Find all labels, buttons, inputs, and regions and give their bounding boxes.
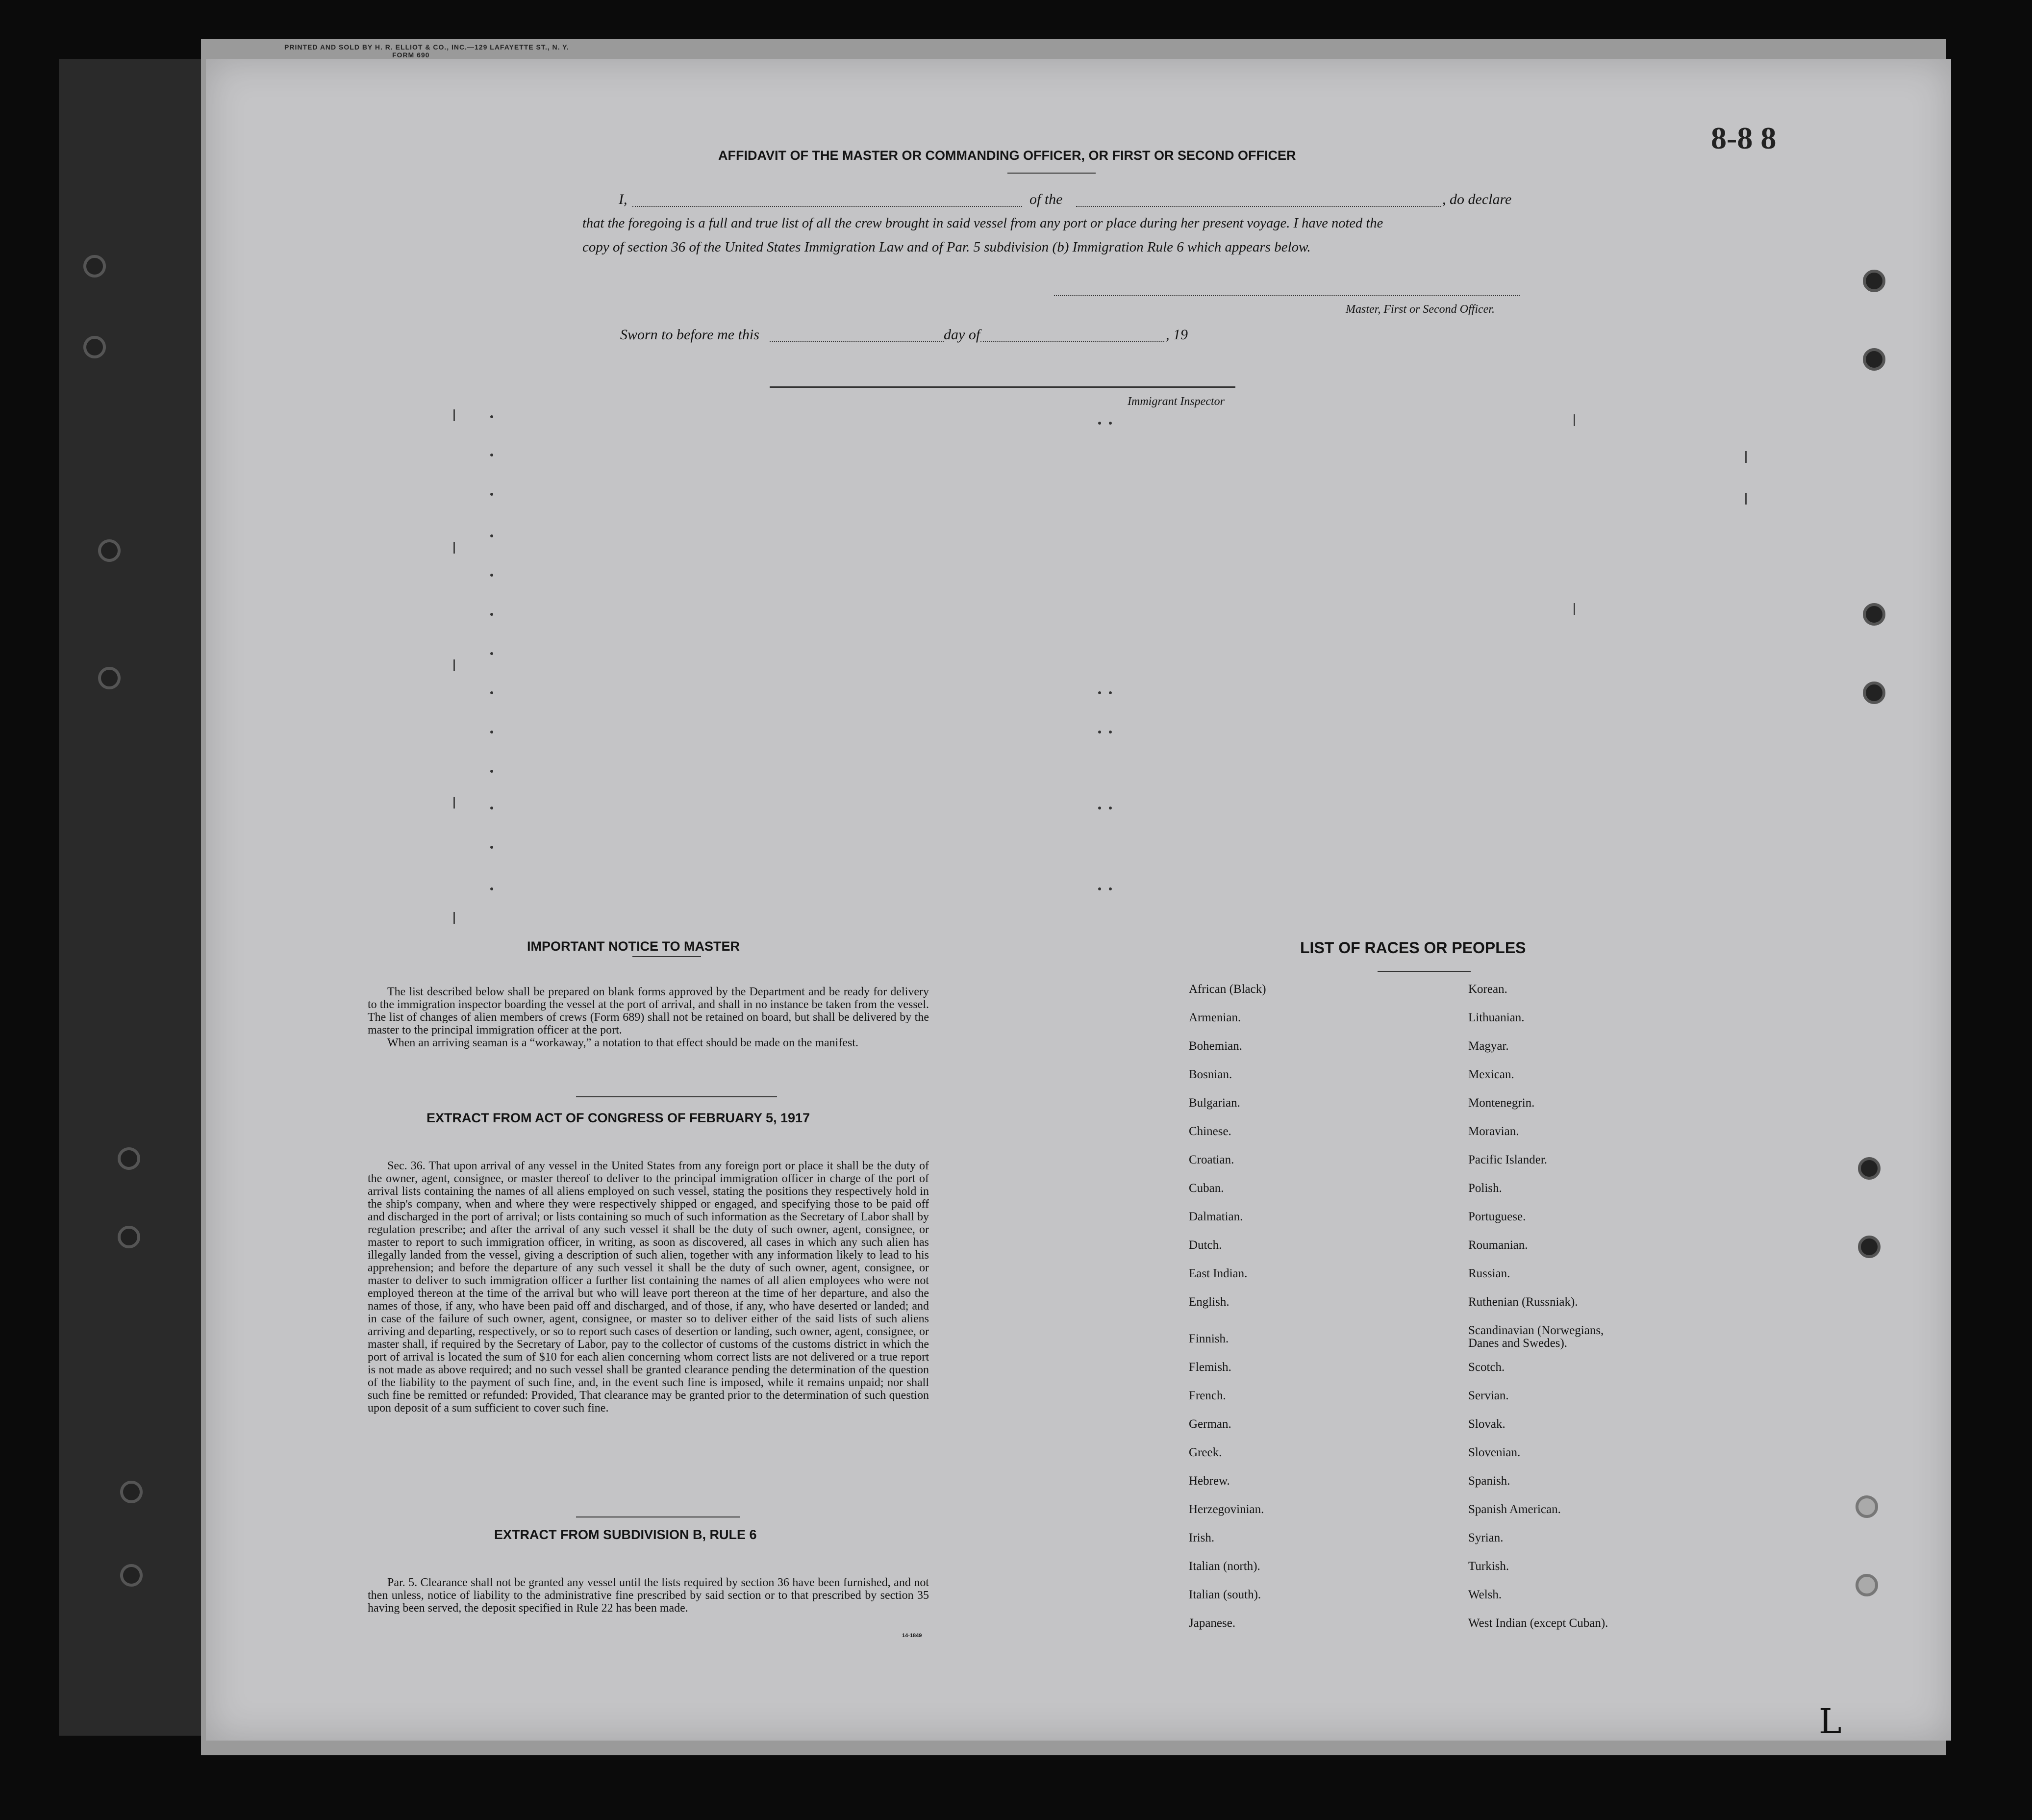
- bleed-dot: [1109, 731, 1112, 733]
- rule-title: EXTRACT FROM SUBDIVISION B, RULE 6: [494, 1527, 757, 1542]
- bleed-dot: [1109, 887, 1112, 890]
- race-item: Cuban.: [1189, 1182, 1224, 1195]
- race-item: Pacific Islander.: [1468, 1153, 1548, 1166]
- rule-body: [368, 1576, 929, 1615]
- race-item: Flemish.: [1189, 1361, 1231, 1374]
- printer-line: PRINTED AND SOLD BY H. R. ELLIOT & CO., INC.—129 LAFAYETTE ST., N. Y.: [284, 43, 569, 51]
- races-list-left: [1189, 983, 1266, 1645]
- bleed-mark: [453, 659, 455, 671]
- declarant-name-field[interactable]: [632, 206, 1022, 207]
- race-item: Herzegovinian.: [1189, 1503, 1264, 1516]
- affidavit-line2: that the foregoing is a full and true list of all the crew brought in said vessel from any port or place during her present voyage. I have noted the: [582, 216, 1383, 231]
- race-item: Korean.: [1468, 983, 1507, 996]
- punch-hole-icon: [1858, 1157, 1881, 1180]
- form-code: 14-1849: [902, 1633, 922, 1639]
- bleed-mark: [453, 912, 455, 924]
- bleed-mark: [453, 542, 455, 554]
- punch-hole-icon: [1856, 1495, 1878, 1518]
- bleed-dot: [490, 454, 493, 456]
- race-item: Montenegrin.: [1468, 1096, 1535, 1110]
- race-item: Spanish American.: [1468, 1503, 1561, 1516]
- bleed-dot: [490, 493, 493, 496]
- race-item: Russian.: [1468, 1267, 1510, 1280]
- race-item: Scandinavian (Norwegians, Danes and Swedes).: [1468, 1324, 1604, 1350]
- bleed-mark: [453, 409, 455, 421]
- affidavit-line3: copy of section 36 of the United States Immigration Law and of Par. 5 subdivision (b) Immigration Rule 6 which appears below.: [582, 239, 1311, 255]
- bleed-dot: [490, 846, 493, 849]
- binder-hole-icon: [83, 255, 106, 278]
- bleed-mark: [1745, 493, 1747, 505]
- form-page: [206, 59, 1951, 1741]
- race-item: Croatian.: [1189, 1153, 1234, 1166]
- bleed-dot: [1109, 691, 1112, 694]
- races-rule: [1378, 971, 1471, 972]
- punch-hole-icon: [1856, 1574, 1878, 1596]
- race-item: Servian.: [1468, 1389, 1509, 1402]
- race-item: Welsh.: [1468, 1588, 1502, 1601]
- binder-hole-icon: [120, 1564, 143, 1587]
- bleed-dot: [490, 534, 493, 537]
- race-item: Spanish.: [1468, 1474, 1510, 1488]
- bleed-mark: [453, 797, 455, 809]
- race-item: Bohemian.: [1189, 1039, 1243, 1053]
- race-item: Dutch.: [1189, 1239, 1222, 1252]
- race-item: English.: [1189, 1295, 1229, 1309]
- race-item: Lithuanian.: [1468, 1011, 1525, 1024]
- bleed-dot: [1098, 422, 1101, 425]
- notice-para2: When an arriving seaman is a “workaway,” a notation to that effect should be made on the manifest.: [387, 1036, 858, 1049]
- bleed-dot: [490, 415, 493, 418]
- bleed-dot: [490, 574, 493, 577]
- race-item: East Indian.: [1189, 1267, 1248, 1280]
- master-caption: Master, First or Second Officer.: [1346, 303, 1495, 316]
- bleed-mark: [1574, 414, 1575, 426]
- affidavit-line1-end: , do declare: [1442, 191, 1512, 207]
- act-body: [368, 1160, 929, 1415]
- bleed-dot: [1098, 887, 1101, 890]
- punch-hole-icon: [1863, 348, 1885, 371]
- sworn-end: , 19: [1166, 327, 1188, 343]
- handwritten-mark: L: [1819, 1701, 1842, 1742]
- race-item: Polish.: [1468, 1182, 1502, 1195]
- sworn-month-field[interactable]: [980, 341, 1164, 342]
- binder-hole-icon: [120, 1481, 143, 1503]
- affidavit-line1-mid: of the: [1029, 191, 1063, 207]
- bleed-dot: [490, 652, 493, 655]
- bleed-dot: [490, 807, 493, 809]
- race-item: Hebrew.: [1189, 1474, 1230, 1488]
- vessel-name-field[interactable]: [1076, 206, 1441, 207]
- act-section-36: Sec. 36. That upon arrival of any vessel in the United States from any foreign port or place it shall be the duty of the owner, agent, consignee, or master thereof to deliver to the principal immigration officer in charge of the port of arrival lists containing the names of all aliens employed on such vessel, stating the positions they respectively hold in the ship's company, when and where they were respectively shipped or engaged, and specifying those to be paid off and discharged in the port of arrival; or lists containing so much of such information as the Secretary of Labor shall by regulation prescribe; and after the arrival of any such vessel it shall be the duty of such owner, agent, consignee, or master to report to such immigration officer, in writing, as soon as discovered, all cases in which any such alien has illegally landed from the vessel, giving a description of such alien, together with any information likely to lead to his apprehension; and before the departure of any such vessel it shall be the duty of such owner, agent, consignee, or master to deliver to such immigration officer a further list containing the names of all alien employees who were not employed thereon at the time of the arrival but who will leave port thereon at the time of her departure, and also the names of those, if any, who have been paid off and discharged, and of those, if any, who have deserted or landed; and in case of the failure of such owner, agent, consignee, or master so to deliver either of the said lists of such aliens arriving and departing, respectively, or so to report such cases of desertion or landing, such owner, agent, consignee, or master shall, if required by the Secretary of Labor, pay to the collector of customs of the customs district in which the port of arrival is located the sum of $10 for each alien concerning whom correct lists are not delivered or a true report is not made as above required; and no such vessel shall be granted clearance pending the determination of the question of the liability to the payment of such fine, and, in the event such fine is imposed, while it remains unpaid; nor shall such fine be remitted or refunded: Provided, That clearance may be granted prior to the determination of such question upon deposit of a sum sufficient to cover such fine.: [368, 1160, 929, 1415]
- race-item: Magyar.: [1468, 1039, 1509, 1053]
- bleed-dot: [490, 691, 493, 694]
- binder-hole-icon: [98, 539, 121, 562]
- stamped-number: 8-8 8: [1711, 121, 1777, 155]
- race-item: Scotch.: [1468, 1361, 1505, 1374]
- inspector-caption: Immigrant Inspector: [1128, 395, 1225, 408]
- race-item: Italian (south).: [1189, 1588, 1261, 1601]
- section-rule: [576, 1096, 777, 1097]
- rule-par-5: Par. 5. Clearance shall not be granted any vessel until the lists required by section 36 have been furnished, and not then unless, notice of liability to the administrative fine prescribed by said section or to that prescribed by section 35 having been served, the deposit specified in Rule 22 has been made.: [368, 1576, 929, 1615]
- punch-hole-icon: [1863, 682, 1885, 704]
- affidavit-line1-start: I,: [619, 191, 627, 207]
- race-item: Bulgarian.: [1189, 1096, 1240, 1110]
- race-item: Syrian.: [1468, 1531, 1504, 1544]
- binder-hole-icon: [98, 667, 121, 689]
- race-item: Japanese.: [1189, 1617, 1236, 1630]
- race-item: Irish.: [1189, 1531, 1215, 1544]
- race-item: Finnish.: [1189, 1332, 1229, 1345]
- race-item: Bosnian.: [1189, 1068, 1232, 1081]
- bleed-dot: [1098, 691, 1101, 694]
- race-item: German.: [1189, 1417, 1231, 1431]
- binder-hole-icon: [118, 1147, 140, 1170]
- bleed-dot: [1109, 807, 1112, 809]
- notice-para1: The list described below shall be prepared on blank forms approved by the Department and be ready for delivery to the immigration inspector boarding the vessel at the port of arrival, and shall in no instance be taken from the vessel. The list of changes of alien members of crews (Form 689) shall not be retained on board, but shall be delivered by the master to the principal immigration officer at the port.: [368, 986, 929, 1036]
- master-signature-field[interactable]: [1054, 295, 1520, 296]
- bleed-dot: [490, 731, 493, 733]
- bleed-mark: [1745, 451, 1747, 463]
- sworn-start: Sworn to before me this: [620, 327, 759, 343]
- race-item: Moravian.: [1468, 1125, 1519, 1138]
- race-item: Portuguese.: [1468, 1210, 1526, 1223]
- binder-hole-icon: [83, 336, 106, 358]
- sworn-mid: day of: [944, 327, 980, 343]
- act-title: EXTRACT FROM ACT OF CONGRESS OF FEBRUARY 5, 1917: [426, 1111, 810, 1125]
- form-number: FORM 690: [392, 51, 430, 59]
- printer-imprint: [284, 43, 569, 59]
- notice-body: [368, 986, 929, 1049]
- inspector-signature-field[interactable]: [770, 386, 1235, 388]
- race-item: Slovak.: [1468, 1417, 1505, 1431]
- bleed-dot: [1098, 731, 1101, 733]
- race-item: Armenian.: [1189, 1011, 1241, 1024]
- race-item: Ruthenian (Russniak).: [1468, 1295, 1578, 1309]
- affidavit-title: AFFIDAVIT OF THE MASTER OR COMMANDING OFFICER, OR FIRST OR SECOND OFFICER: [718, 148, 1296, 163]
- binder-hole-icon: [118, 1226, 140, 1248]
- bleed-dot: [490, 770, 493, 773]
- punch-hole-icon: [1858, 1236, 1881, 1258]
- notice-rule: [632, 956, 701, 957]
- race-item: West Indian (except Cuban).: [1468, 1617, 1608, 1630]
- bleed-mark: [1574, 603, 1575, 615]
- race-item: Roumanian.: [1468, 1239, 1528, 1252]
- races-title: LIST OF RACES OR PEOPLES: [1300, 939, 1526, 957]
- bleed-dot: [1098, 807, 1101, 809]
- bleed-dot: [490, 613, 493, 616]
- title-rule: [1007, 173, 1096, 174]
- notice-title: IMPORTANT NOTICE TO MASTER: [527, 939, 740, 954]
- race-item: Slovenian.: [1468, 1446, 1521, 1459]
- race-item: Italian (north).: [1189, 1560, 1260, 1573]
- race-item: Chinese.: [1189, 1125, 1231, 1138]
- sworn-day-field[interactable]: [770, 341, 944, 342]
- race-item: French.: [1189, 1389, 1226, 1402]
- bleed-dot: [490, 887, 493, 890]
- race-item: Dalmatian.: [1189, 1210, 1243, 1223]
- race-item: Greek.: [1189, 1446, 1222, 1459]
- bleed-dot: [1109, 422, 1112, 425]
- race-item: Mexican.: [1468, 1068, 1514, 1081]
- race-item: African (Black): [1189, 983, 1266, 996]
- punch-hole-icon: [1863, 270, 1885, 292]
- race-item: Turkish.: [1468, 1560, 1509, 1573]
- punch-hole-icon: [1863, 603, 1885, 626]
- races-list-right: [1468, 983, 1608, 1645]
